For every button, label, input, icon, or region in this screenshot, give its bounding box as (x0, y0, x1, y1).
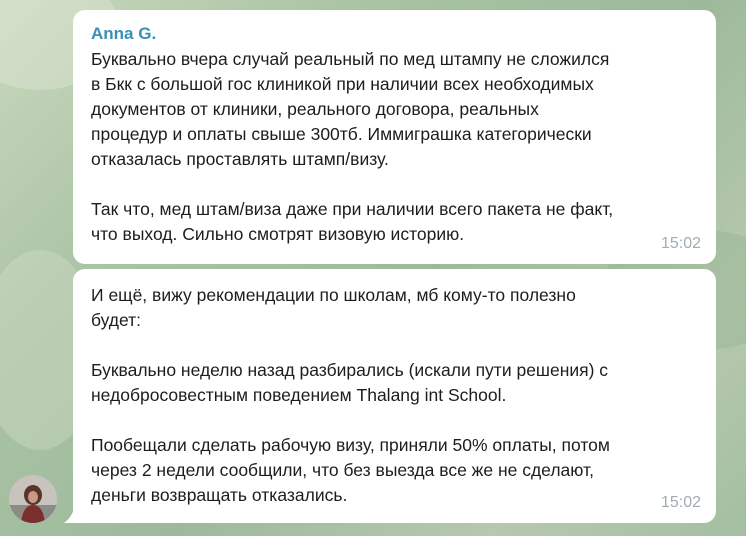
message-paragraph: Буквально вчера случай реальный по мед штампу не сложился в Бкк с большой гос клиникой при наличии всех необходимых документов от клиники, реального договора, реальных процедур и оплаты свыше 300тб. Иммиграшка категорически отказалась проставлять штамп/визу. (91, 49, 610, 169)
message-timestamp: 15:02 (660, 235, 701, 252)
sender-name[interactable]: Anna G. (91, 24, 157, 43)
message-paragraph: И ещё, вижу рекомендации по школам, мб кому-то полезно будет: (91, 285, 576, 330)
message-paragraph: Буквально неделю назад разбирались (искали пути решения) с недобросовестным поведением Thalang int School. (91, 360, 609, 405)
message-bubble[interactable] (73, 269, 716, 523)
avatar[interactable] (9, 475, 57, 523)
message-paragraph: Пообещали сделать рабочую визу, приняли 50% оплаты, потом через 2 недели сообщили, что без выезда все же не сделают, деньги возвращать отказались. (91, 435, 610, 505)
bubble-tail (64, 509, 74, 523)
message-timestamp: 15:02 (660, 494, 701, 511)
message-paragraph: Так что, мед штам/виза даже при наличии всего пакета не факт, что выход. Сильно смотрят визовую историю. (91, 199, 614, 244)
message-bubble[interactable] (73, 10, 716, 264)
